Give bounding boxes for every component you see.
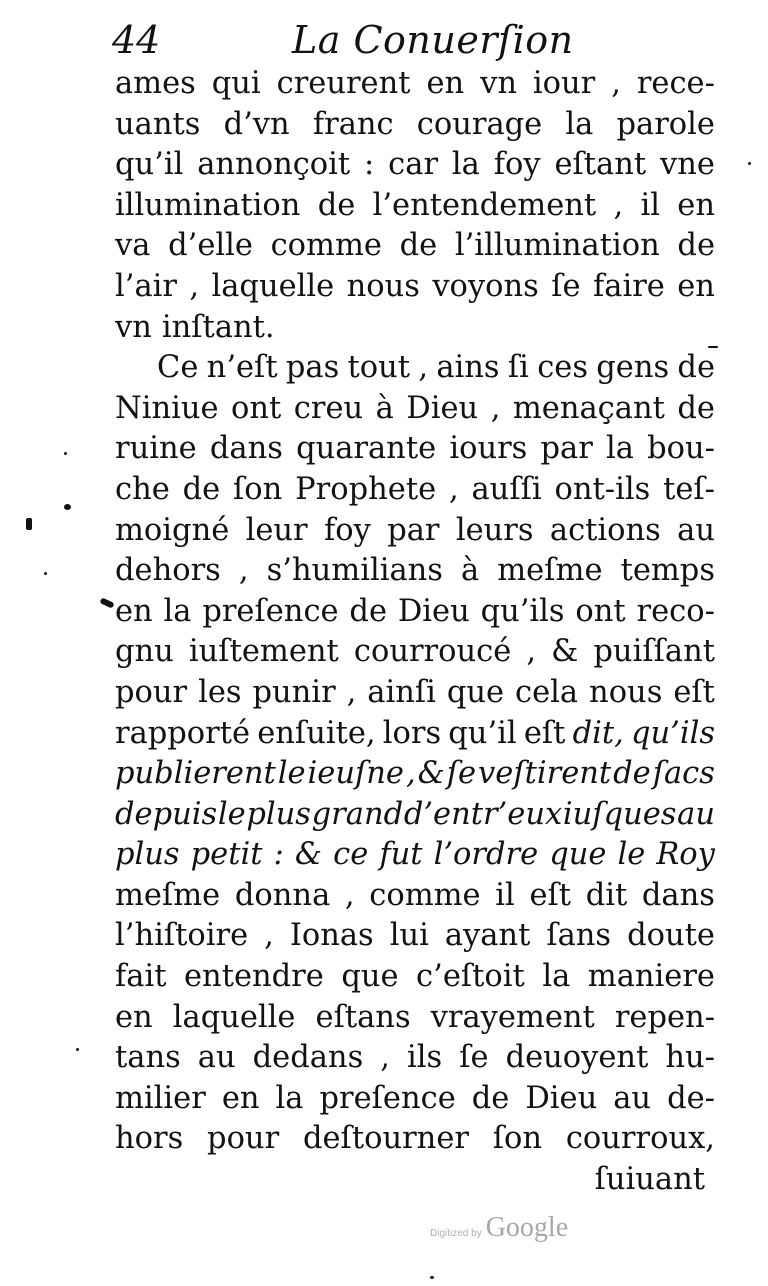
word: de [182, 471, 221, 507]
text-line [115, 754, 715, 795]
word: courroucé [353, 634, 512, 670]
word: plus [115, 837, 180, 873]
word: temps [620, 553, 715, 589]
word: que [341, 959, 399, 995]
word: pour [207, 1121, 280, 1157]
word: les [198, 674, 242, 710]
word: , [344, 877, 355, 913]
word: rapporté [115, 715, 251, 751]
word: que [549, 837, 607, 873]
ink-speck [76, 1048, 79, 1051]
word: donna [234, 877, 331, 913]
word: iours [449, 431, 528, 467]
word: ſuiuant [594, 1162, 705, 1198]
word: ſon [492, 1121, 543, 1157]
word: veſtirent [478, 756, 612, 792]
word: qu’il [115, 147, 184, 183]
word: , [346, 674, 357, 710]
text-line [115, 145, 715, 186]
word: ruine [115, 431, 197, 467]
word: leur [245, 512, 308, 548]
text-line [115, 1079, 715, 1120]
word: ieuſne [307, 756, 404, 792]
word: uants [115, 106, 201, 142]
word: l’illumination [454, 228, 660, 264]
word: à [375, 390, 394, 426]
ink-speck [748, 162, 751, 165]
word: dans [209, 431, 283, 467]
text-line [115, 1160, 715, 1201]
word: l’ordre [433, 837, 539, 873]
word: preſence [319, 1080, 456, 1116]
word: , [611, 66, 621, 101]
text-line [115, 308, 715, 349]
word: voyons [432, 268, 539, 304]
text-line [115, 1119, 715, 1160]
word: faire [592, 268, 665, 304]
ink-speck [64, 504, 71, 510]
word: ſon [233, 471, 283, 507]
word: fait [115, 959, 167, 995]
page-header [112, 18, 712, 68]
word: & [417, 756, 445, 792]
word: la [565, 106, 594, 142]
word: , [405, 756, 416, 792]
word: Niniue [115, 390, 219, 426]
text-line [115, 632, 715, 673]
word: punir [252, 674, 336, 710]
word: eſt [529, 877, 572, 913]
word: Dieu [406, 390, 479, 426]
word: petit [190, 837, 263, 873]
word: de [677, 228, 715, 264]
word: courroux, [565, 1121, 715, 1157]
word: il [640, 187, 660, 223]
text-line [115, 957, 715, 998]
word: meſme [115, 877, 221, 913]
text-line [115, 470, 715, 511]
word: de [399, 228, 438, 264]
word: au [197, 1040, 236, 1076]
word: eſtans [315, 999, 411, 1035]
word: d’vn [223, 106, 290, 142]
word: tout [347, 350, 411, 386]
text-line [115, 389, 715, 430]
text-line [115, 64, 715, 105]
word: : [273, 837, 284, 873]
word: en [115, 593, 153, 629]
word: au [677, 512, 715, 548]
word: c’eſtoit [416, 959, 525, 995]
word: rece- [636, 66, 715, 101]
word: , [490, 390, 501, 426]
word: comme [369, 877, 481, 913]
word: qui [211, 66, 261, 101]
word: ames [115, 66, 196, 101]
word: deſtourner [302, 1121, 469, 1157]
word: creurent [276, 66, 411, 101]
word: franc [312, 106, 394, 142]
text-line [115, 876, 715, 917]
word: actions [549, 512, 661, 548]
word: Dieu [397, 593, 470, 629]
word: maniere [587, 959, 715, 995]
word: Roy [656, 837, 715, 873]
digitized-label: Digitized by [430, 1228, 482, 1239]
word: annonçoit [197, 147, 351, 183]
word: vne [660, 147, 715, 183]
word: ces [537, 350, 588, 386]
word: , [613, 187, 624, 223]
text-line [115, 998, 715, 1039]
word: leurs [455, 512, 534, 548]
word: l’hiſtoire [115, 918, 249, 954]
word: nous [346, 268, 420, 304]
text-line [115, 835, 715, 876]
word: menaçant [512, 390, 665, 426]
word: laquelle [211, 268, 335, 304]
word: ils [406, 1040, 443, 1076]
text-line [115, 429, 715, 470]
word: en [115, 999, 153, 1035]
word: meſme [497, 553, 603, 589]
ink-speck [708, 346, 718, 348]
word: dedans [252, 1040, 364, 1076]
word: ſe [551, 268, 581, 304]
word: cela [515, 674, 579, 710]
word: au [613, 1080, 652, 1116]
word: dans [641, 877, 715, 913]
word: ce [333, 837, 369, 873]
word: de [613, 756, 651, 792]
word: ains [436, 350, 500, 386]
word: de- [667, 1080, 715, 1116]
word: en [677, 268, 715, 304]
word: enſuite, [257, 715, 376, 751]
word: hu- [665, 1040, 715, 1076]
word: le [277, 756, 306, 792]
word: repen- [614, 999, 715, 1035]
text-line [115, 186, 715, 227]
word: vrayement [430, 999, 595, 1035]
word: vn [115, 309, 152, 345]
word: qu’ils [480, 593, 565, 629]
word: dit [585, 877, 628, 913]
word: iuſtement [188, 634, 339, 670]
text-line [115, 1038, 715, 1079]
word: inſtant. [161, 309, 275, 345]
word: ont-ils [554, 471, 651, 507]
word: ſe [459, 1040, 489, 1076]
word: publierent [115, 756, 276, 792]
text-line [115, 511, 715, 552]
word: ainſi [367, 674, 436, 710]
word: dehors [115, 553, 221, 589]
word: iour [532, 66, 596, 101]
word: n’eſt [206, 350, 278, 386]
word: laquelle [172, 999, 296, 1035]
text-line [115, 267, 715, 308]
google-logo: Google [485, 1212, 569, 1243]
word: car [388, 147, 439, 183]
word: hors [115, 1121, 184, 1157]
word: la [542, 959, 571, 995]
word: fut [379, 837, 423, 873]
word: le [217, 796, 246, 832]
word: deuoyent [505, 1040, 649, 1076]
word: courage [416, 106, 543, 142]
word: de [677, 390, 715, 426]
word: puiſſant [593, 634, 715, 670]
body-text [115, 64, 715, 1201]
text-line [115, 673, 715, 714]
text-line [115, 348, 715, 389]
word: depuis [115, 796, 218, 832]
text-line [115, 105, 715, 146]
word: va [115, 228, 151, 264]
word: Prophete [295, 471, 437, 507]
word: tans [115, 1040, 181, 1076]
word: la [275, 1080, 304, 1116]
ink-speck [26, 518, 32, 530]
word: d’elle [168, 228, 253, 264]
word: il [495, 877, 515, 913]
word: , [526, 634, 537, 670]
ink-speck [44, 572, 47, 575]
word: de [349, 593, 387, 629]
word: , [189, 268, 200, 304]
word: la [606, 431, 634, 467]
word: grand [311, 796, 404, 832]
word: , [380, 1040, 390, 1076]
word: ſe [446, 756, 477, 792]
word: ont [231, 390, 282, 426]
word: parole [616, 106, 715, 142]
word: par [387, 512, 440, 548]
word: Dieu [525, 1080, 598, 1116]
ink-speck [64, 452, 67, 455]
word: ayant [444, 918, 531, 954]
word: bou- [647, 431, 715, 467]
word: & [294, 837, 323, 873]
word: comme [270, 228, 382, 264]
text-line [115, 551, 715, 592]
word: preſence [202, 593, 339, 629]
word: ſacs [652, 756, 715, 792]
word: Ionas [289, 918, 374, 954]
word: eſt [673, 674, 715, 710]
word: de [677, 350, 715, 386]
word: , [448, 471, 459, 507]
running-head: La Conuerſion [292, 18, 574, 62]
word: quarante [296, 431, 437, 467]
word: & [551, 634, 579, 670]
word: la [163, 593, 192, 629]
ink-speck [430, 1276, 434, 1279]
word: ſi [507, 350, 529, 386]
word: en [221, 1080, 260, 1116]
text-line [115, 795, 715, 836]
digitized-watermark [430, 1212, 568, 1244]
word: foy [323, 512, 371, 548]
word: , [238, 553, 249, 589]
word: lors [382, 715, 442, 751]
word: gnu [115, 634, 174, 670]
word: le [617, 837, 646, 873]
word: d’entr’eux [403, 796, 563, 832]
word: en [426, 66, 465, 101]
word: à [461, 553, 480, 589]
text-line [115, 226, 715, 267]
word: nous [589, 674, 663, 710]
word: vn [480, 66, 517, 101]
text-line [115, 592, 715, 633]
word: Ce [157, 350, 199, 386]
word: entendre [184, 959, 324, 995]
word: pour [115, 674, 188, 710]
text-line [115, 714, 715, 755]
word: l’air [115, 268, 177, 304]
word: : [364, 147, 375, 183]
word: reco- [636, 593, 715, 629]
word: milier [115, 1080, 206, 1116]
word: de [471, 1080, 510, 1116]
word: plus [246, 796, 311, 832]
word: en [677, 187, 715, 223]
word: gens [596, 350, 670, 386]
word: ont [575, 593, 626, 629]
word: foy [493, 147, 541, 183]
word: que [446, 674, 505, 710]
word: teſ- [663, 471, 715, 507]
word: s’humilians [266, 553, 443, 589]
word: de [317, 187, 356, 223]
word: , [264, 918, 274, 954]
word: au [677, 796, 715, 832]
word: eſtant [554, 147, 647, 183]
page-number: 44 [112, 18, 161, 62]
word: che [115, 471, 170, 507]
text-line [115, 916, 715, 957]
word: lui [389, 918, 429, 954]
word: par [540, 431, 593, 467]
word: , [418, 350, 429, 386]
word: doute [627, 918, 715, 954]
word: ſans [546, 918, 612, 954]
word: auſſi [471, 471, 542, 507]
word: l’entendement [372, 187, 597, 223]
word: eſt [523, 715, 566, 751]
word: creu [293, 390, 364, 426]
word: qu’il [448, 715, 517, 751]
word: moigné [115, 512, 230, 548]
word: dit, [572, 715, 624, 751]
word: la [451, 147, 480, 183]
word: pas [285, 350, 340, 386]
word: illumination [115, 187, 301, 223]
ink-speck [99, 597, 114, 608]
word: iuſques [562, 796, 677, 832]
word: qu’ils [630, 715, 715, 751]
